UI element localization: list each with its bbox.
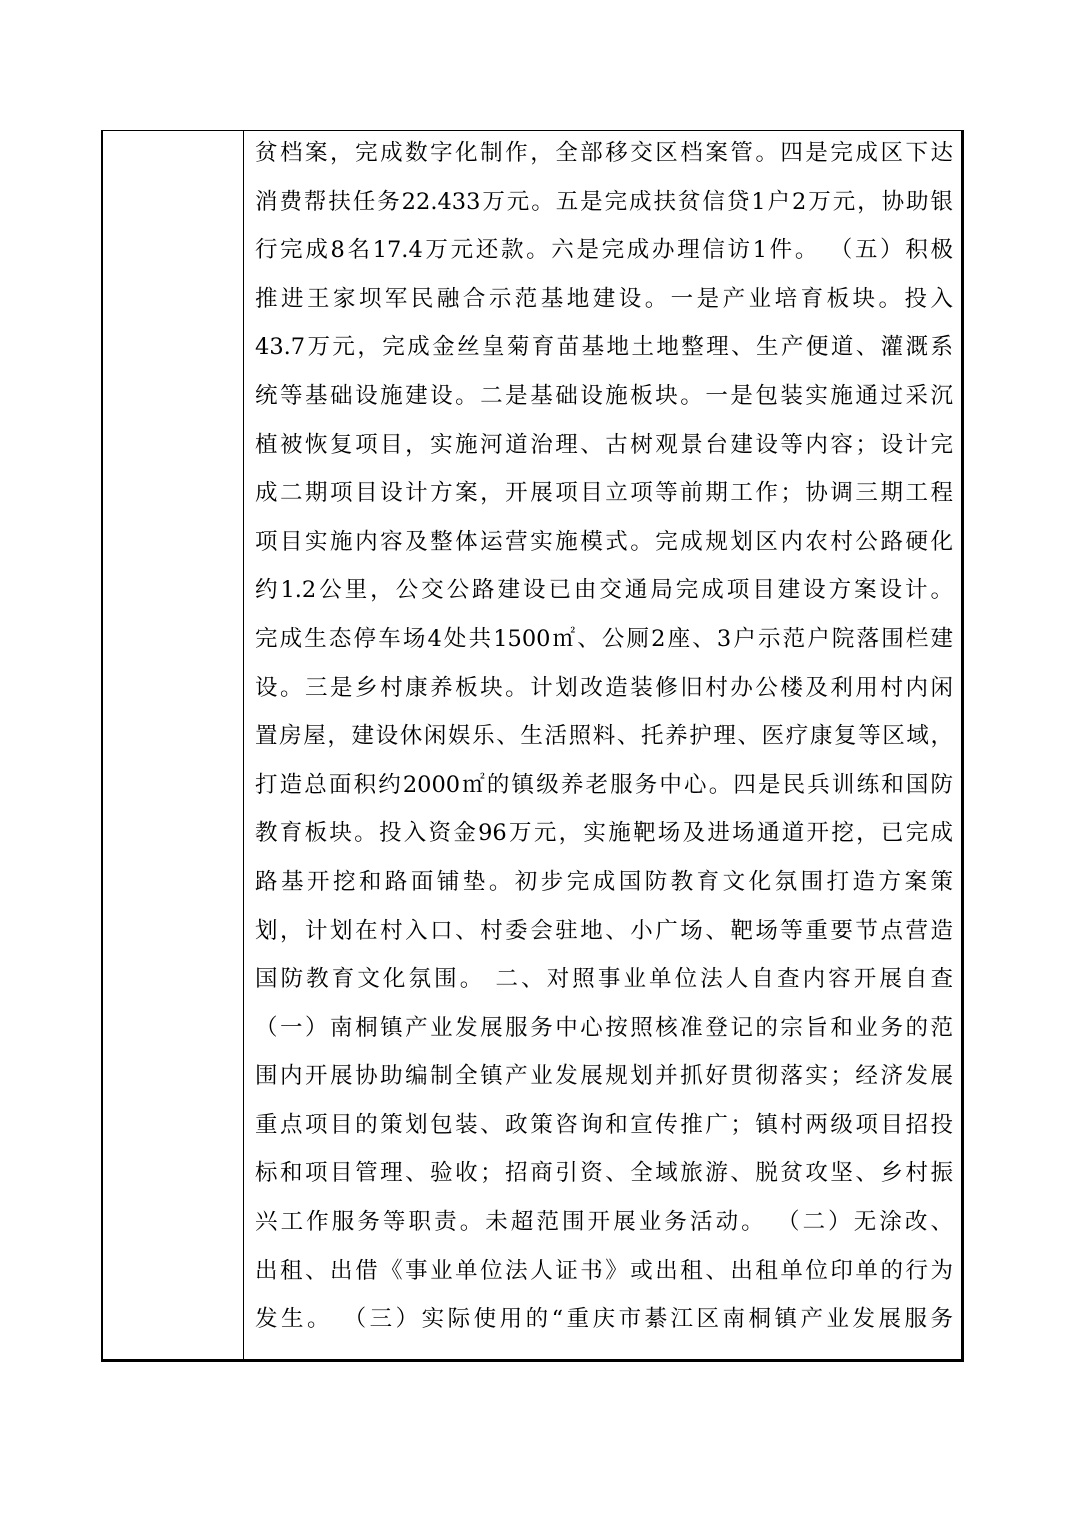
text-line-3: 行完成8名17.4万元还款。六是完成办理信访1件。 （五）积极 [255,237,953,264]
text-line-24: 出租、出借《事业单位法人证书》或出租、出租单位印单的行为 [255,1257,953,1284]
text-line-4: 推进王家坝军民融合示范基地建设。一是产业培育板块。投入 [255,285,953,312]
text-line-5: 43.7万元，完成金丝皇菊育苗基地土地整理、生产便道、灌溉系 [255,334,953,361]
text-line-7: 植被恢复项目，实施河道治理、古树观景台建设等内容；设计完 [255,431,953,458]
text-line-15: 教育板块。投入资金96万元，实施靶场及进场通道开挖，已完成 [255,820,953,847]
text-line-13: 置房屋，建设休闲娱乐、生活照料、托养护理、医疗康复等区域， [255,723,953,750]
text-line-19: （一）南桐镇产业发展服务中心按照核准登记的宗旨和业务的范 [255,1014,953,1041]
report-table [101,130,964,1362]
text-line-20: 围内开展协助编制全镇产业发展规划并抓好贯彻落实；经济发展 [255,1063,953,1090]
text-line-22: 标和项目管理、验收；招商引资、全域旅游、脱贫攻坚、乡村振 [255,1160,953,1187]
text-line-1: 贫档案，完成数字化制作，全部移交区档案管。四是完成区下达 [255,140,953,166]
text-line-16: 路基开挖和路面铺垫。初步完成国防教育文化氛围打造方案策 [255,868,953,895]
text-line-9: 项目实施内容及整体运营实施模式。完成规划区内农村公路硬化 [255,528,953,555]
text-line-23: 兴工作服务等职责。未超范围开展业务活动。 （二）无涂改、 [255,1209,953,1236]
text-line-25: 发生。 （三）实际使用的“重庆市綦江区南桐镇产业发展服务 [255,1306,953,1333]
text-line-10: 约1.2公里，公交公路建设已由交通局完成项目建设方案设计。 [255,577,953,604]
text-line-14: 打造总面积约2000㎡的镇级养老服务中心。四是民兵训练和国防 [255,771,953,798]
text-line-21: 重点项目的策划包装、政策咨询和宣传推广；镇村两级项目招投 [255,1111,953,1138]
text-line-12: 设。三是乡村康养板块。计划改造装修旧村办公楼及利用村内闲 [255,674,953,701]
content-cell [244,131,961,1359]
text-line-6: 统等基础设施建设。二是基础设施板块。一是包装实施通过采沉 [255,382,953,409]
label-cell [103,131,244,1359]
text-line-11: 完成生态停车场4处共1500㎡、公厕2座、3户示范户院落围栏建 [255,625,953,652]
text-line-17: 划，计划在村入口、村委会驻地、小广场、靶场等重要节点营造 [255,917,953,944]
text-line-18: 国防教育文化氛围。 二、对照事业单位法人自查内容开展自查 [255,966,953,993]
text-line-8: 成二期项目设计方案，开展项目立项等前期工作；协调三期工程 [255,480,953,507]
text-line-2: 消费帮扶任务22.433万元。五是完成扶贫信贷1户2万元，协助银 [255,188,953,215]
